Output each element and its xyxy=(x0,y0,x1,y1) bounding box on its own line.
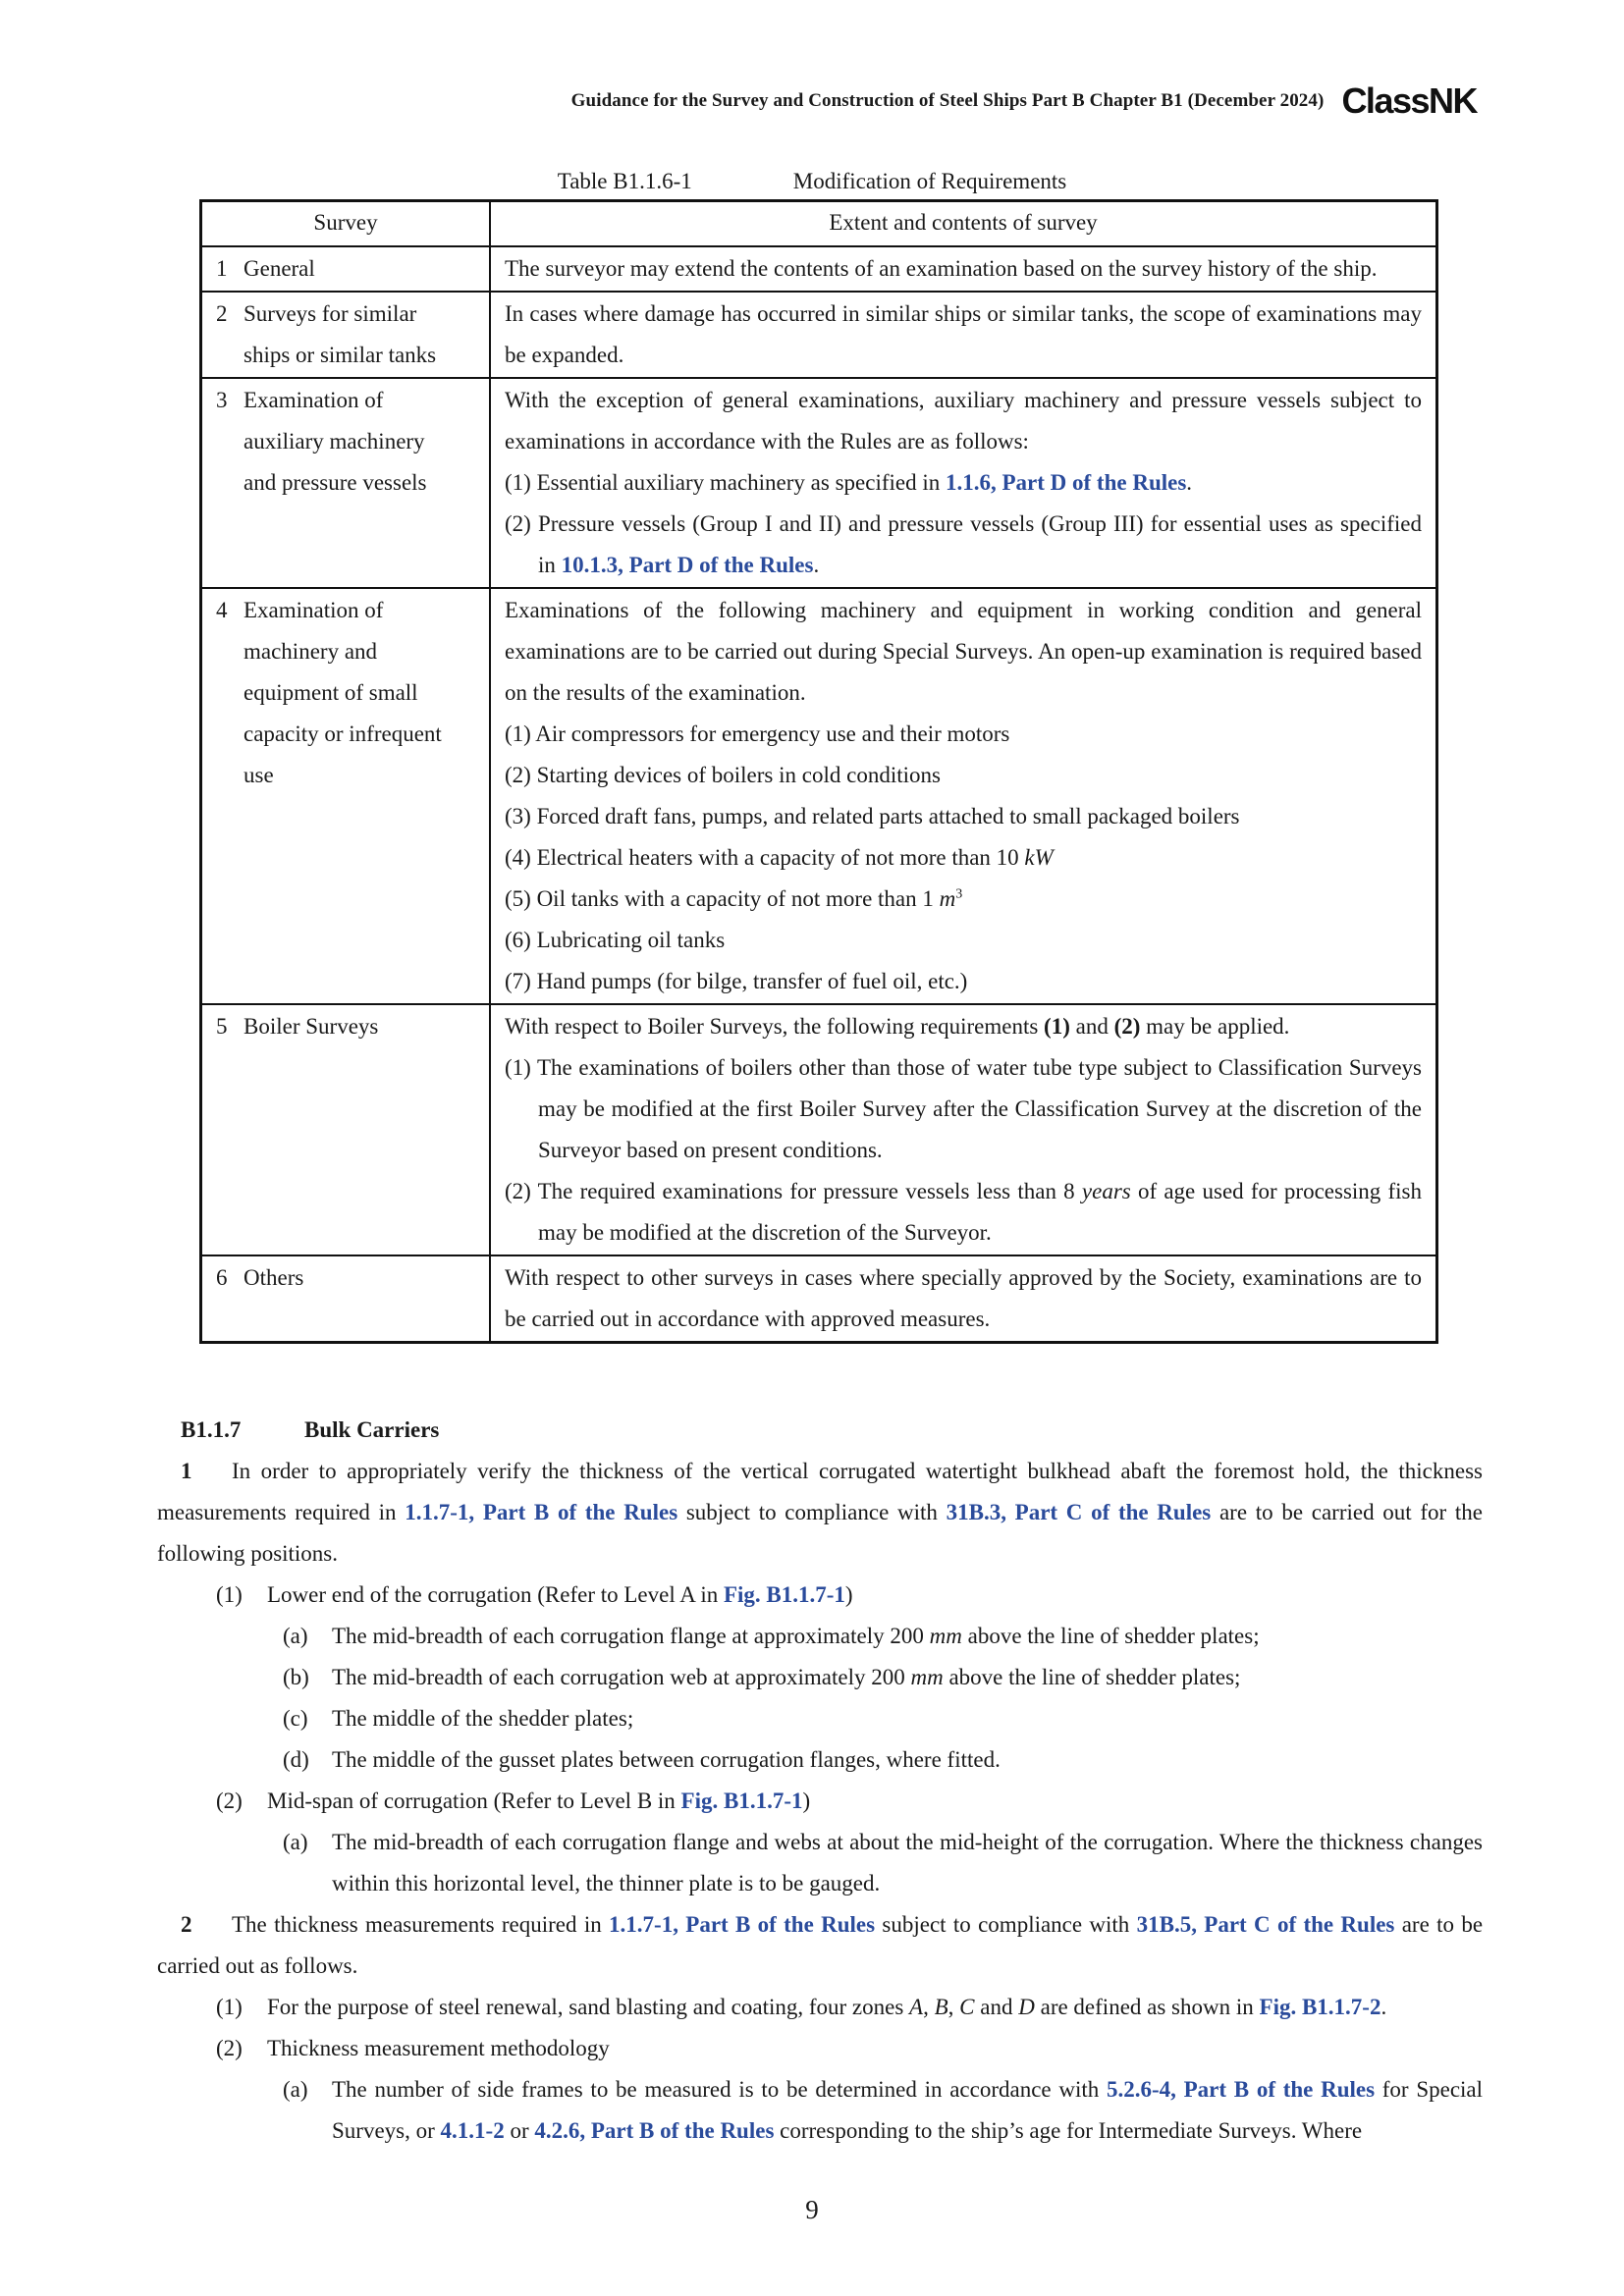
extent-cell: With respect to other surveys in cases where specially approved by the Society, examinations are to be carried out in accordance with approved measures. xyxy=(490,1255,1437,1343)
list-item: (4) Electrical heaters with a capacity of not more than 10 kW xyxy=(505,845,1054,870)
figure-reference-link[interactable]: Fig. B1.1.7-1 xyxy=(680,1789,803,1813)
survey-cell: 6 Others xyxy=(201,1255,491,1343)
survey-cell: 2 Surveys for similar ships or similar tanks xyxy=(201,292,491,378)
header-title: Guidance for the Survey and Construction of Steel Ships Part B Chapter B1 (December 2024) xyxy=(570,90,1325,111)
extent-cell: The surveyor may extend the contents of an examination based on the survey history of the ship. xyxy=(490,246,1437,292)
survey-cell: 5 Boiler Surveys xyxy=(201,1004,491,1255)
table-caption xyxy=(0,169,1624,194)
rule-reference-link[interactable]: 1.1.7-1, Part B of the Rules xyxy=(609,1912,876,1937)
table-row xyxy=(201,588,1437,1004)
extent-cell xyxy=(490,588,1437,1004)
list-item: (1) For the purpose of steel renewal, sand blasting and coating, four zones A, B, C and D are defined as shown in Fig. B1.1.7-2. xyxy=(216,1995,1387,2019)
list-item: (1) Essential auxiliary machinery as specified in 1.1.6, Part D of the Rules. xyxy=(505,470,1193,495)
list-item: (7) Hand pumps (for bilge, transfer of fuel oil, etc.) xyxy=(505,969,968,993)
rule-reference-link[interactable]: 1.1.7-1, Part B of the Rules xyxy=(405,1500,678,1524)
list-item: (a) The mid-breadth of each corrugation flange and webs at about the mid-height of the corrugation. Where the thickness changes within this horizontal level, the thinner plate is to be gauged. xyxy=(283,1830,1483,1896)
list-item: (5) Oil tanks with a capacity of not more than 1 $m^3$ xyxy=(505,886,963,911)
modification-table xyxy=(199,199,1438,1344)
list-item: (d) The middle of the gusset plates between corrugation flanges, where fitted. xyxy=(283,1747,1001,1772)
list-item: (1) The examinations of boilers other than those of water tube type subject to Classification Surveys may be modified at the first Boiler Survey after the Classification Survey at the discretion of the Surveyor based on present conditions. xyxy=(505,1055,1422,1162)
list-item: (a) The mid-breadth of each corrugation flange at approximately 200 mm above the line of shedder plates; xyxy=(283,1624,1260,1648)
rule-reference-link[interactable]: 31B.3, Part C of the Rules xyxy=(946,1500,1212,1524)
row-intro: With the exception of general examinations, auxiliary machinery and pressure vessels subject to examinations in accordance with the Rules are as follows: xyxy=(505,388,1422,454)
paragraph-1: 1 In order to appropriately verify the thickness of the vertical corrugated watertight bulkhead abaft the foremost hold, the thickness measurements required in 1.1.7-1, Part B of the Rules subject to compliance with 31B.3, Part C of the Rules are to be carried out for the following positions. xyxy=(157,1459,1483,1566)
survey-cell: 1 General xyxy=(201,246,491,292)
rule-reference-link[interactable]: 10.1.3, Part D of the Rules xyxy=(561,553,814,577)
list-item: (2) Pressure vessels (Group I and II) and pressure vessels (Group III) for essential uses as specified in 10.1.3, Part D of the Rules. xyxy=(505,511,1422,577)
table-row xyxy=(201,1255,1437,1343)
rule-reference-link[interactable]: 4.2.6, Part B of the Rules xyxy=(534,2118,775,2143)
row-intro: Examinations of the following machinery and equipment in working condition and general examinations are to be carried out during Special Surveys. An open-up examination is required based on the results of the examination. xyxy=(505,598,1422,705)
figure-reference-link[interactable]: Fig. B1.1.7-1 xyxy=(723,1582,845,1607)
survey-cell: 3 Examination of auxiliary machinery and pressure vessels xyxy=(201,378,491,588)
extent-cell xyxy=(490,1004,1437,1255)
list-item: (2) Thickness measurement methodology xyxy=(216,2036,610,2060)
list-item: (2) Mid-span of corrugation (Refer to Level B in Fig. B1.1.7-1) xyxy=(216,1789,811,1813)
list-item: (a) The number of side frames to be measured is to be determined in accordance with 5.2.6-4, Part B of the Rules for Special Surveys, or 4.1.1-2 or 4.2.6, Part B of the Rules corresponding to the ship’s age for Intermediate Surveys. Where xyxy=(283,2077,1484,2143)
list-item: (2) The required examinations for pressure vessels less than 8 years of age used for processing fish may be modified at the discretion of the Surveyor. xyxy=(505,1179,1423,1245)
rule-reference-link[interactable]: 4.1.1-2 xyxy=(440,2118,505,2143)
list-item: (3) Forced draft fans, pumps, and related parts attached to small packaged boilers xyxy=(505,804,1240,828)
list-item: (1) Lower end of the corrugation (Refer to Level A in Fig. B1.1.7-1) xyxy=(216,1582,853,1607)
section-heading: B1.1.7 Bulk Carriers xyxy=(181,1417,440,1442)
figure-reference-link[interactable]: Fig. B1.1.7-2 xyxy=(1259,1995,1381,2019)
table-title: Modification of Requirements xyxy=(792,169,1067,193)
paragraph-2: 2 The thickness measurements required in 1.1.7-1, Part B of the Rules subject to compliance with 31B.5, Part C of the Rules are to be carried out as follows. xyxy=(157,1912,1484,1978)
classnk-logo: ClassNK xyxy=(1341,80,1477,121)
list-item: (b) The mid-breadth of each corrugation web at approximately 200 mm above the line of shedder plates; xyxy=(283,1665,1241,1689)
extent-cell: In cases where damage has occurred in similar ships or similar tanks, the scope of examinations may be expanded. xyxy=(490,292,1437,378)
table-row xyxy=(201,292,1437,378)
table-number: Table B1.1.6-1 xyxy=(557,169,692,193)
survey-cell: 4 Examination of machinery and equipment of small capacity or infrequent use xyxy=(201,588,491,1004)
rule-reference-link[interactable]: 1.1.6, Part D of the Rules xyxy=(945,470,1187,495)
row-intro: With respect to Boiler Surveys, the following requirements (1) and (2) may be applied. xyxy=(505,1014,1290,1039)
page-header xyxy=(571,80,1477,122)
list-item: (1) Air compressors for emergency use and their motors xyxy=(505,721,1010,746)
table-header-row xyxy=(201,201,1437,247)
page-number: 9 xyxy=(805,2195,819,2224)
header-extent: Extent and contents of survey xyxy=(490,201,1437,247)
list-item: (c) The middle of the shedder plates; xyxy=(283,1706,634,1731)
table-row xyxy=(201,1004,1437,1255)
header-survey: Survey xyxy=(201,201,491,247)
rule-reference-link[interactable]: 5.2.6-4, Part B of the Rules xyxy=(1106,2077,1376,2102)
table-row xyxy=(201,246,1437,292)
section-body xyxy=(157,1410,1483,2152)
list-item: (2) Starting devices of boilers in cold conditions xyxy=(505,763,941,787)
rule-reference-link[interactable]: 31B.5, Part C of the Rules xyxy=(1136,1912,1395,1937)
table-row xyxy=(201,378,1437,588)
list-item: (6) Lubricating oil tanks xyxy=(505,928,726,952)
extent-cell xyxy=(490,378,1437,588)
